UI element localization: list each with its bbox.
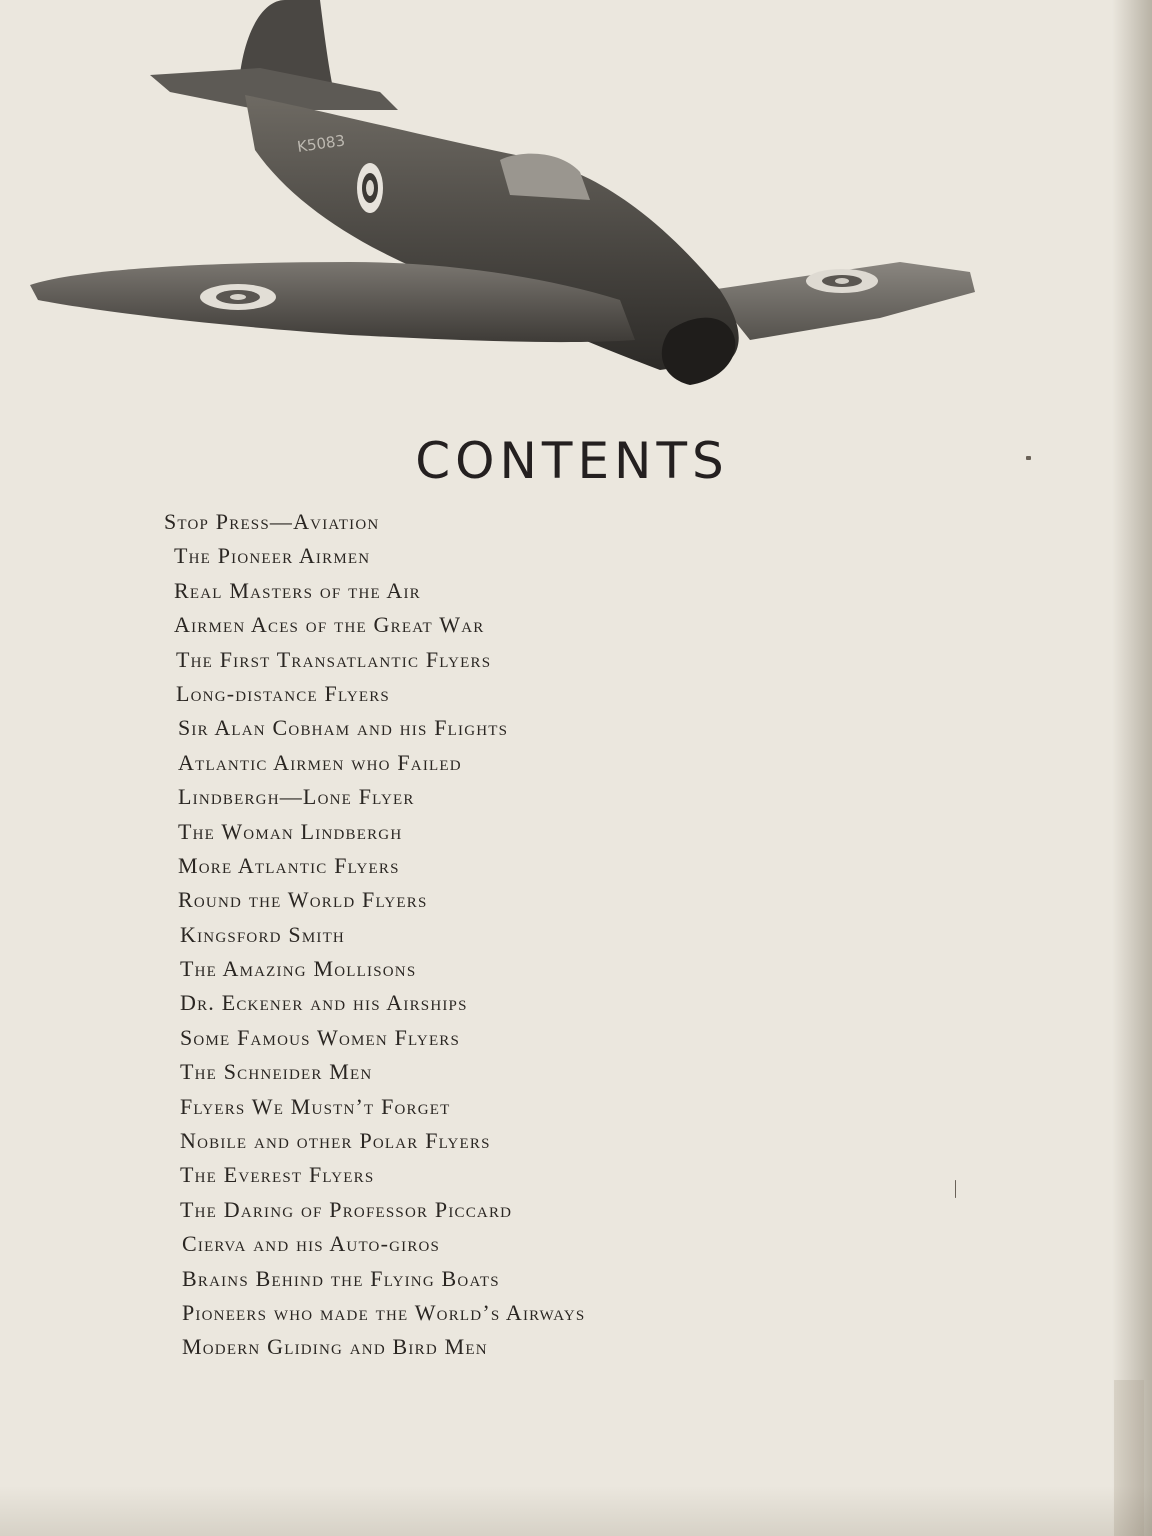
page-shadow-bottom	[0, 1486, 1152, 1536]
contents-item: Real Masters of the Air	[174, 577, 421, 603]
contents-item: Sir Alan Cobham and his Flights	[178, 715, 509, 741]
contents-item: Brains Behind the Flying Boats	[182, 1265, 500, 1291]
contents-item: The Daring of Professor Piccard	[180, 1196, 513, 1222]
aircraft-photo	[20, 0, 990, 400]
contents-item: Airmen Aces of the Great War	[174, 612, 485, 638]
contents-item: The Everest Flyers	[180, 1162, 375, 1188]
contents-item: Cierva and his Auto-giros	[182, 1231, 441, 1257]
contents-list	[164, 505, 864, 1365]
paper-speck	[1026, 456, 1031, 460]
page-title: CONTENTS	[415, 432, 729, 490]
contents-item: The Pioneer Airmen	[174, 543, 371, 569]
contents-item: More Atlantic Flyers	[178, 852, 400, 878]
contents-item: Modern Gliding and Bird Men	[182, 1334, 488, 1360]
contents-item: Flyers We Mustn’t Forget	[180, 1093, 451, 1119]
contents-item: Atlantic Airmen who Failed	[178, 749, 462, 775]
contents-item: Some Famous Women Flyers	[180, 1024, 461, 1050]
contents-item: The Schneider Men	[180, 1059, 373, 1085]
contents-item: Kingsford Smith	[180, 921, 345, 947]
contents-item: Pioneers who made the World’s Airways	[182, 1299, 586, 1325]
contents-item: Stop Press—Aviation	[164, 509, 380, 534]
contents-item: Long-distance Flyers	[176, 680, 390, 706]
contents-item: The Amazing Mollisons	[180, 956, 417, 982]
paper-mark	[955, 1180, 956, 1198]
contents-item: Nobile and other Polar Flyers	[180, 1128, 491, 1154]
contents-item: The First Transatlantic Flyers	[176, 646, 492, 672]
page-shadow-right	[1112, 0, 1152, 1536]
contents-item: Round the World Flyers	[178, 887, 428, 913]
contents-item: The Woman Lindbergh	[178, 818, 403, 844]
contents-item: Dr. Eckener and his Airships	[180, 990, 468, 1016]
contents-item: Lindbergh—Lone Flyer	[178, 784, 415, 810]
aircraft-serial: K5083	[296, 131, 347, 156]
